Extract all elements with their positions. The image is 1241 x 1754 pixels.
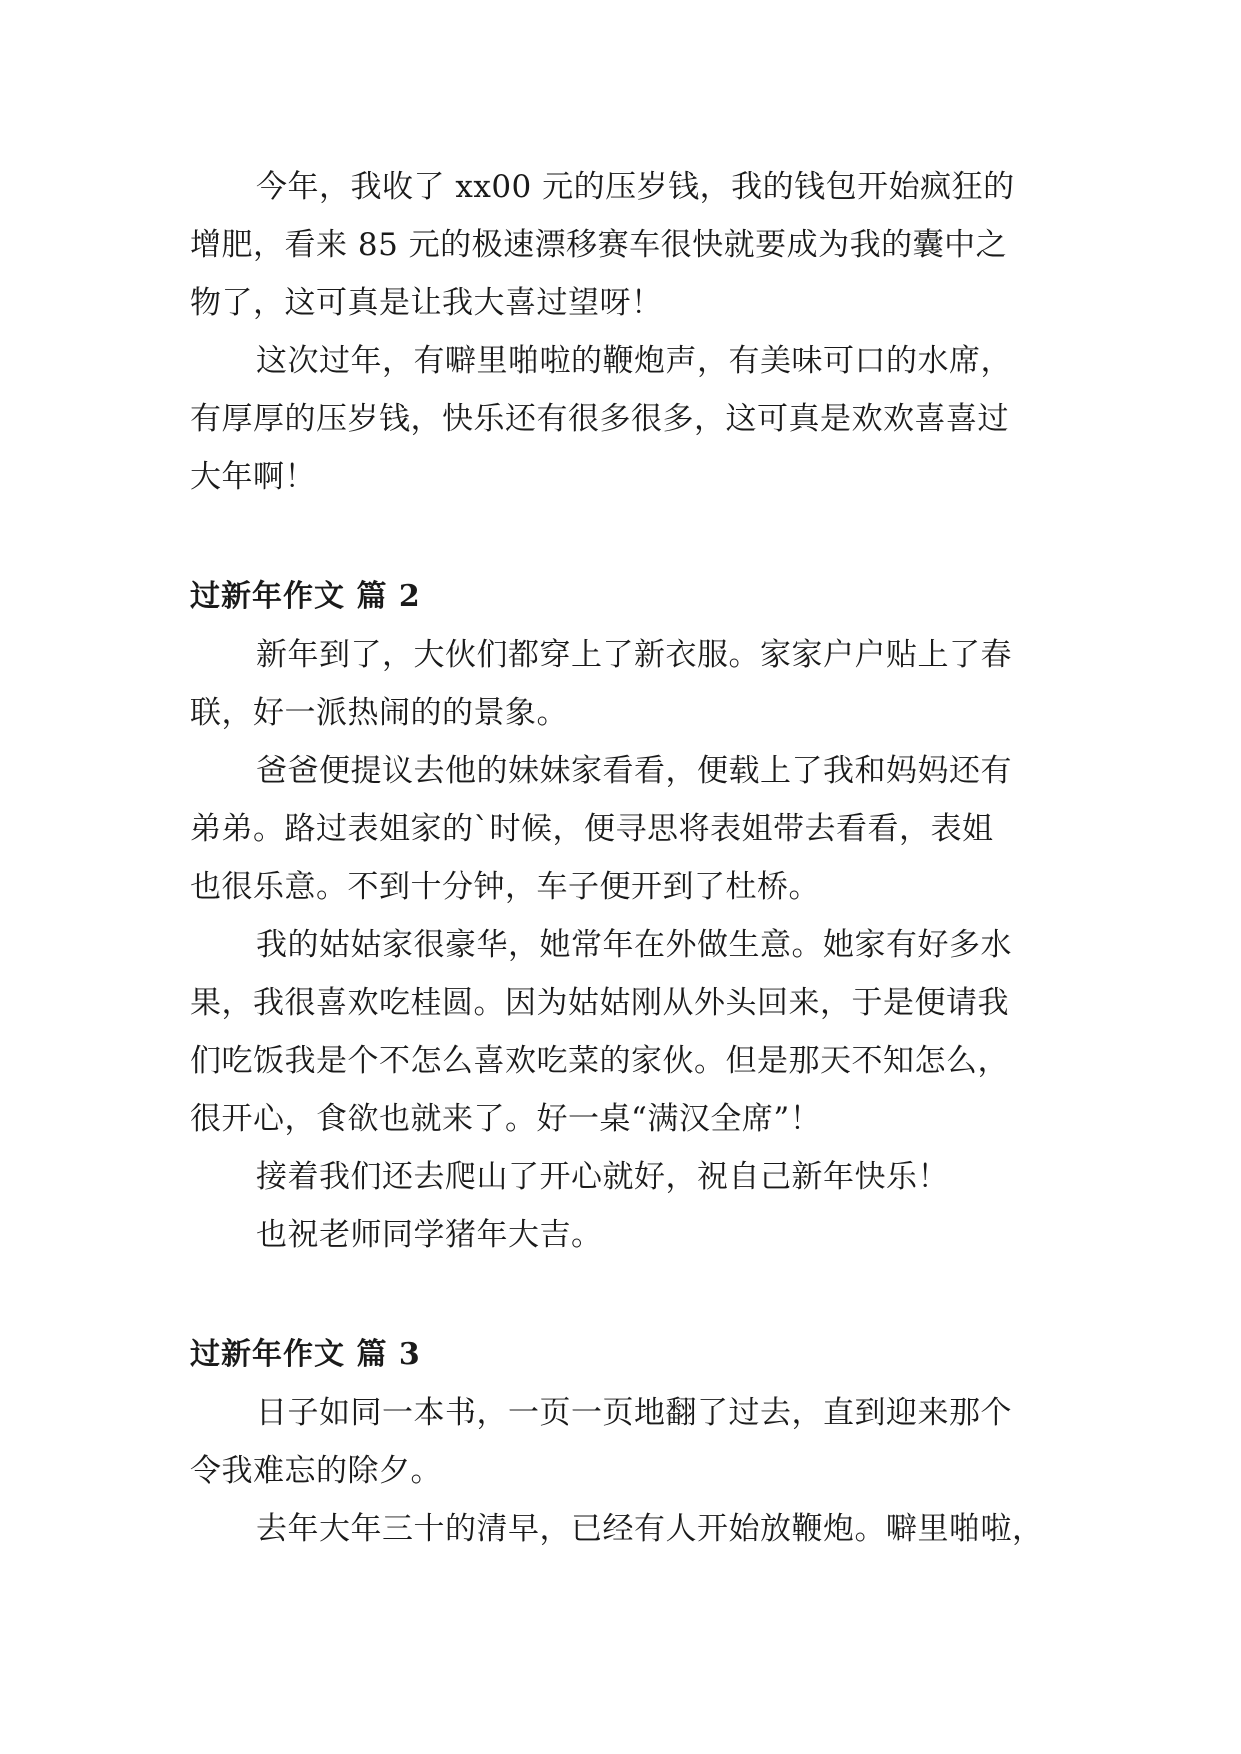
- text-line: 新年到了，大伙们都穿上了新衣服。家家户户贴上了春: [256, 637, 1012, 673]
- text-line: 联，好一派热闹的的景象。: [190, 695, 568, 731]
- text-line: 今年，我收了 xx00 元的压岁钱，我的钱包开始疯狂的: [256, 169, 1015, 205]
- section-3: [190, 1326, 1070, 1558]
- section-heading: 过新年作文 篇 3: [190, 1337, 421, 1372]
- text-line: 果，我很喜欢吃桂圆。因为姑姑刚从外头回来，于是便请我: [190, 985, 1009, 1021]
- paragraph: [190, 332, 1070, 506]
- paragraph: [190, 1384, 1070, 1500]
- text-line: 增肥，看来 85 元的极速漂移赛车很快就要成为我的囊中之: [190, 227, 1008, 263]
- text-line: 也祝老师同学猪年大吉。: [256, 1217, 603, 1253]
- document-page: [190, 158, 1070, 1558]
- paragraph: [190, 158, 1070, 332]
- paragraph: [190, 742, 1070, 916]
- text-line: 大年啊！: [190, 459, 316, 495]
- paragraph: [190, 626, 1070, 742]
- text-line: 也很乐意。不到十分钟，车子便开到了杜桥。: [190, 869, 820, 905]
- text-line: 很开心，食欲也就来了。好一桌“满汉全席”！: [190, 1101, 822, 1137]
- text-line: 弟弟。路过表姐家的`时候，便寻思将表姐带去看看，表姐: [190, 811, 994, 847]
- paragraph: [190, 916, 1070, 1148]
- section-2: [190, 568, 1070, 1264]
- text-line: 这次过年，有噼里啪啦的鞭炮声，有美味可口的水席，: [256, 343, 1012, 379]
- text-line: 令我难忘的除夕。: [190, 1453, 442, 1489]
- text-line: 去年大年三十的清早，已经有人开始放鞭炮。噼里啪啦，: [256, 1511, 1044, 1547]
- paragraph: [190, 1148, 1070, 1206]
- section-1: [190, 158, 1070, 506]
- text-line: 日子如同一本书，一页一页地翻了过去，直到迎来那个: [256, 1395, 1012, 1431]
- section-heading: 过新年作文 篇 2: [190, 579, 421, 614]
- text-line: 有厚厚的压岁钱，快乐还有很多很多，这可真是欢欢喜喜过: [190, 401, 1009, 437]
- paragraph: [190, 1206, 1070, 1264]
- text-line: 接着我们还去爬山了开心就好，祝自己新年快乐！: [256, 1159, 949, 1195]
- text-line: 爸爸便提议去他的妹妹家看看，便载上了我和妈妈还有: [256, 753, 1012, 789]
- paragraph: [190, 1500, 1070, 1558]
- text-line: 物了，这可真是让我大喜过望呀！: [190, 285, 663, 321]
- text-line: 我的姑姑家很豪华，她常年在外做生意。她家有好多水: [256, 927, 1012, 963]
- text-line: 们吃饭我是个不怎么喜欢吃菜的家伙。但是那天不知怎么，: [190, 1043, 1009, 1079]
